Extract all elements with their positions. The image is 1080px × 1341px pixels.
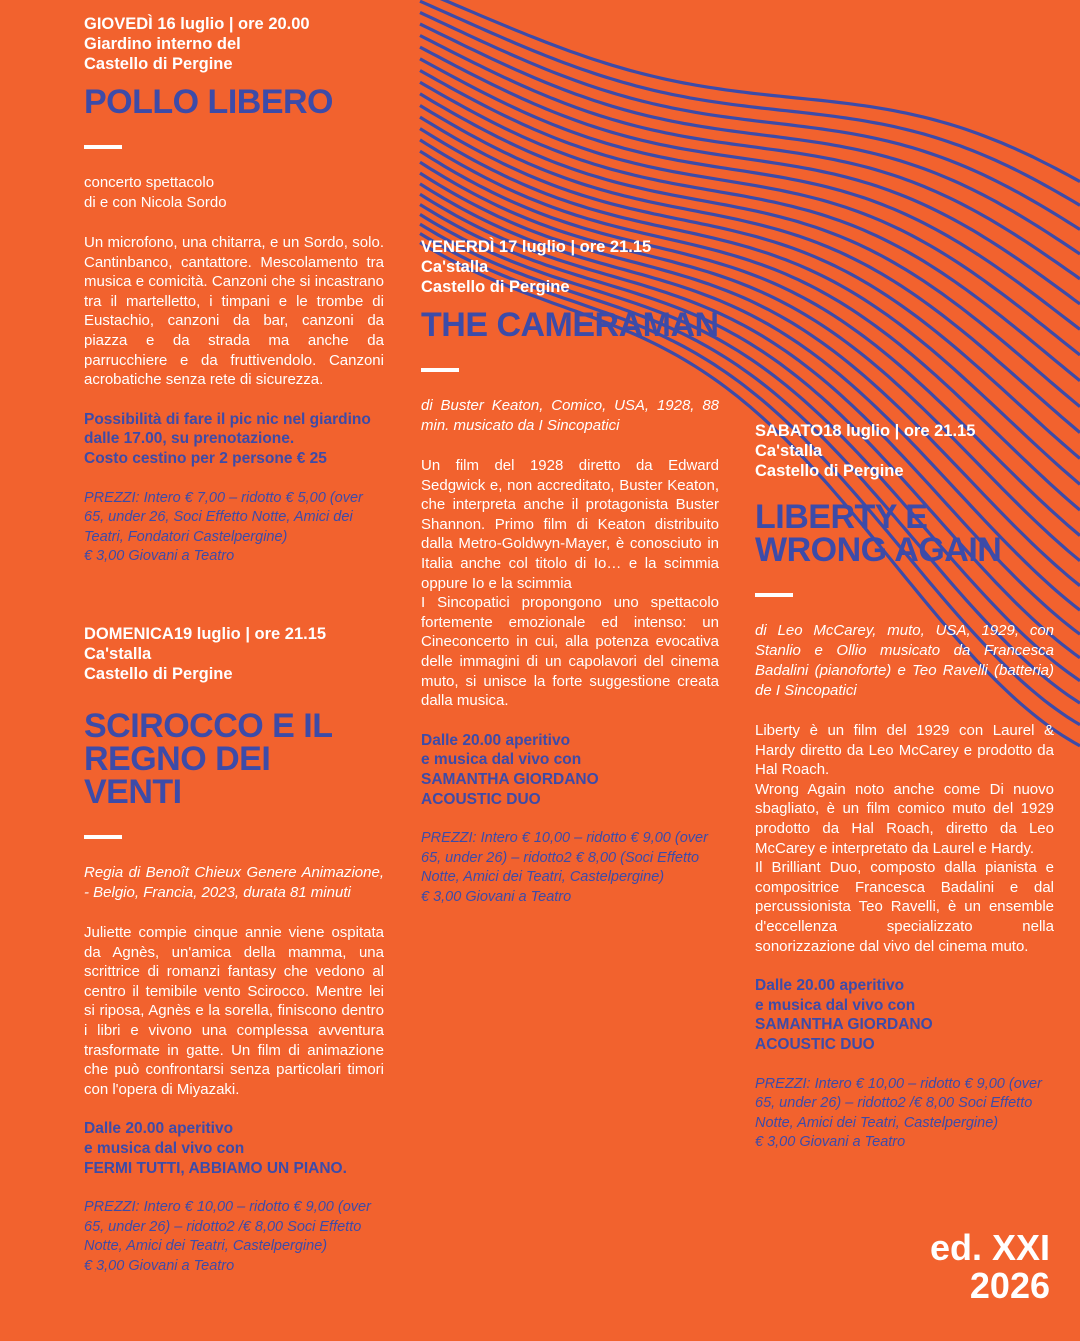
note-line-1: Possibilità di fare il pic nic nel giardino — [84, 410, 371, 428]
note-line-3: Costo cestino per 2 persone € 25 — [84, 449, 327, 467]
wave-line — [420, 0, 1080, 182]
prices-line-1: PREZZI: Intero € 7,00 – ridotto € 5,00 (over 65, under 26, Soci Effetto Notte, Amici dei Teatri, Fondatori Castelpergine) — [84, 489, 363, 545]
note-line-2: e musica dal vivo con — [84, 1139, 245, 1157]
event-note — [84, 410, 384, 469]
prices-line-1: PREZZI: Intero € 10,00 – ridotto € 9,00 (over 65, under 26) – ridotto2 /€ 8,00 Soci Effetto Notte, Amici dei Teatri, Castelpergine) — [755, 1075, 1042, 1131]
event-note — [84, 1119, 384, 1178]
title-divider — [84, 835, 122, 839]
event-liberty-wrong-again — [755, 421, 1054, 1153]
event-description — [755, 721, 1054, 956]
note-line-2: dalle 17.00, su prenotazione. — [84, 430, 295, 448]
event-scirocco — [84, 624, 384, 1277]
prices-line-2: € 3,00 Giovani a Teatro — [755, 1134, 906, 1151]
prices-line-1: PREZZI: Intero € 10,00 – ridotto € 9,00 (over 65, under 26) – ridotto2 /€ 8,00 Soci Effetto Notte, Amici dei Teatri, Castelpergine) — [84, 1199, 371, 1255]
prices-line-1: PREZZI: Intero € 10,00 – ridotto € 9,00 (over 65, under 26) – ridotto2 € 8,00 (Soci Effetto Notte, Amici dei Teatri, Castelpergine) — [421, 830, 708, 886]
description-paragraph-2: Wrong Again noto anche come Di nuovo sbagliato, è un film comico muto del 1929 prodotto da Hal Roach, diretto da Leo McCarey e interpretato da Laurel e Hardy. — [755, 780, 1054, 857]
title-divider — [421, 368, 459, 372]
note-line-3: SAMANTHA GIORDANO — [755, 1016, 933, 1034]
wave-line — [420, 24, 1080, 254]
prices-line-2: € 3,00 Giovani a Teatro — [84, 548, 235, 565]
note-line-3: SAMANTHA GIORDANO — [421, 770, 599, 788]
edition-year: 2026 — [969, 1265, 1050, 1306]
event-prices — [84, 1198, 384, 1276]
title-line-3: VENTI — [84, 773, 182, 811]
description-paragraph-1: Un film del 1928 diretto da Edward Sedgwick e, non accreditato, Buster Keaton, che interpreta anche il protagonista Buster Shannon. Primo film di Keaton distribuito dalla Metro-Goldwyn-Mayer, è conosciuto in Italia anche col titolo di Io… e la scimmia oppure Io e la scimmia — [421, 457, 719, 592]
note-line-1: Dalle 20.00 aperitivo — [755, 977, 905, 995]
event-venue: Ca'stalla — [84, 645, 152, 663]
note-line-1: Dalle 20.00 aperitivo — [421, 731, 571, 749]
event-description — [421, 456, 719, 711]
event-the-cameraman — [421, 237, 719, 907]
event-venue: Ca'stalla — [421, 258, 489, 276]
event-description — [84, 233, 384, 390]
event-credit — [84, 173, 384, 213]
note-line-4: ACOUSTIC DUO — [421, 790, 541, 808]
edition-label — [930, 1229, 1050, 1305]
title-divider — [755, 593, 793, 597]
event-title: THE CAMERAMAN — [421, 306, 719, 344]
event-credit: di Buster Keaton, Comico, USA, 1928, 88 min. musicato da I Sincopatici — [421, 397, 719, 434]
description-text: Un microfono, una chitarra, e un Sordo, solo. Cantinbanco, cantattore. Mescolamento tra musica e comicità. Canzoni che si incastrano tra il martelletto, i timpani e le trombe di Eustachio, canzoni da bar, canzoni da piazza e da strada ma anche da parrucchiere e da fruttivendolo. Canzoni acrobatiche senza rete di sicurezza. — [84, 234, 384, 389]
event-credit: di Leo McCarey, muto, USA, 1929, con Stanlio e Ollio musicato da Francesca Badalini (pianoforte) e Teo Ravelli (batteria) de I Sincopatici — [755, 622, 1054, 699]
wave-line — [420, 1, 1080, 205]
event-prices — [84, 489, 384, 567]
event-venue: Giardino interno del — [84, 35, 241, 53]
note-line-2: e musica dal vivo con — [755, 996, 916, 1014]
event-venue-2: Castello di Pergine — [84, 55, 233, 73]
credit-line-2: di e con Nicola Sordo — [84, 194, 227, 211]
event-note — [421, 731, 719, 809]
title-line-2: WRONG AGAIN — [755, 531, 1002, 569]
event-description — [84, 923, 384, 1099]
event-title — [84, 707, 384, 811]
description-text: Juliette compie cinque annie viene ospitata da Agnès, un'amica della mamma, una scrittrice di romanzi fantasy che vedono al centro il temibile vento Scirocco. Mentre lei si riposa, Agnès e la sorella, finiscono dentro i libri e vivono una complessa avventura trasformate in gatte. Un film di animazione che può confrontarsi senza particolari timori con l'opera di Miyazaki. — [84, 924, 384, 1098]
event-note — [755, 976, 1054, 1054]
description-paragraph-2: I Sincopatici propongono uno spettacolo fortemente emozionale ed intenso: un Cineconcerto in cui, alla potenza evocativa delle immagini di un capolavori del cinema muto, si unisce la forte suggestione creata dalla musica. — [421, 594, 719, 710]
event-title — [755, 498, 1054, 569]
note-line-3: FERMI TUTTI, ABBIAMO UN PIANO. — [84, 1159, 347, 1177]
event-date: SABATO18 luglio | ore 21.15 — [755, 422, 976, 440]
event-venue-2: Castello di Pergine — [755, 462, 904, 480]
event-date: VENERDÌ 17 luglio | ore 21.15 — [421, 238, 652, 256]
credit-line-1: concerto spettacolo — [84, 174, 215, 191]
event-prices — [755, 1075, 1054, 1153]
event-prices — [421, 829, 719, 907]
event-pollo-libero — [84, 14, 384, 567]
event-date: GIOVEDÌ 16 luglio | ore 20.00 — [84, 15, 310, 33]
event-date: DOMENICA19 luglio | ore 21.15 — [84, 625, 327, 643]
title-line-1: SCIROCCO E IL — [84, 707, 333, 745]
description-paragraph-1: Liberty è un film del 1929 con Laurel & Hardy diretto da Leo McCarey e prodotto da Hal Roach. — [755, 722, 1054, 779]
event-venue: Ca'stalla — [755, 442, 823, 460]
edition-number: ed. XXI — [929, 1227, 1050, 1268]
note-line-1: Dalle 20.00 aperitivo — [84, 1120, 234, 1138]
description-paragraph-3: Il Brilliant Duo, composto dalla pianista e compositrice Francesca Badalini e dal percussionista Teo Ravelli, è un ensemble d'eccellenza specializzato nella sonorizzazione dal vivo del cinema muto. — [755, 859, 1054, 955]
note-line-4: ACOUSTIC DUO — [755, 1035, 875, 1053]
prices-line-2: € 3,00 Giovani a Teatro — [421, 888, 572, 905]
event-venue-2: Castello di Pergine — [421, 278, 570, 296]
title-line-2: REGNO DEI — [84, 740, 271, 778]
title-line-1: LIBERTY E — [755, 498, 928, 536]
event-title: POLLO LIBERO — [84, 83, 333, 121]
event-venue-2: Castello di Pergine — [84, 665, 233, 683]
prices-line-2: € 3,00 Giovani a Teatro — [84, 1257, 235, 1274]
event-credit: Regia di Benoît Chieux Genere Animazione, - Belgio, Francia, 2023, durata 81 minuti — [84, 864, 384, 901]
note-line-2: e musica dal vivo con — [421, 751, 582, 769]
title-divider — [84, 145, 122, 149]
wave-line — [420, 13, 1080, 230]
